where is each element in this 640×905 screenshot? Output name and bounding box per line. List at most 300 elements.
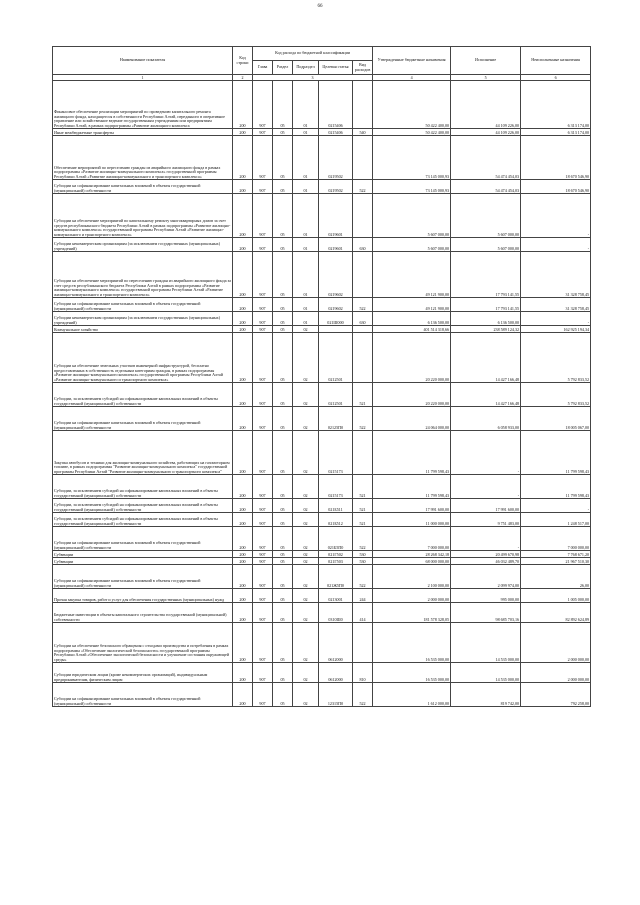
row-executed: 819 742,00: [451, 683, 521, 707]
row-razdel: 05: [273, 475, 293, 499]
row-podrazdel: 01: [293, 312, 319, 326]
row-glava: 907: [253, 194, 273, 238]
header-executed: Исполнение: [451, 47, 521, 75]
row-razdel: 05: [273, 383, 293, 407]
row-exp-type: 244: [353, 589, 373, 603]
row-unexecuted: 6 313 174,00: [521, 129, 591, 136]
row-exp-type: 530: [353, 558, 373, 565]
row-approved: 49 121 900,00: [373, 252, 451, 298]
row-target: 0219502: [319, 136, 353, 180]
row-executed: 44 109 226,00: [451, 81, 521, 129]
row-unexecuted: 31 328 758,45: [521, 298, 591, 312]
row-name: Субсидии на софинансирование капитальных вложений в объекты государственной (муниципальной) собственности: [53, 180, 233, 194]
row-name: Субсидии на обеспечение мероприятий по переселению граждан из аварийного жилищного фонда за счет средств республиканского бюджета Республики Алтай в рамках подпрограммы «Развитие жилищно-коммунального комплекса» государственной программы Республики Алтай «Развитие жилищно-коммунального и транспортного комплекса»: [53, 252, 233, 298]
row-target: 021Ш000: [319, 312, 353, 326]
row-executed: -: [451, 431, 521, 475]
row-name: Субсидии на софинансирование капитальных вложений в объекты государственной (муниципальной) собственности: [53, 298, 233, 312]
row-podrazdel: 02: [293, 558, 319, 565]
row-podrazdel: 01: [293, 136, 319, 180]
row-glava: 907: [253, 407, 273, 431]
row-name: Субсидии на софинансирование капитальных вложений в объекты государственной (муниципальной) собственности: [53, 527, 233, 551]
row-glava: 907: [253, 180, 273, 194]
row-target: 021Г503: [319, 558, 353, 565]
row-name: Субсидии, за исключением субсидий на софинансирование капитальных вложений в объекты государственной (муниципальной) собственности: [53, 499, 233, 513]
row-unexecuted: 26,00: [521, 565, 591, 589]
row-unexecuted: 7 768 671,20: [521, 551, 591, 558]
row-podrazdel: 02: [293, 383, 319, 407]
row-exp-type: 540: [353, 129, 373, 136]
row-podrazdel: 01: [293, 129, 319, 136]
row-line-code: 200: [233, 513, 253, 527]
row-line-code: 200: [233, 431, 253, 475]
row-approved: 50 422 400,00: [373, 129, 451, 136]
row-approved: 2 100 000,00: [373, 565, 451, 589]
row-name: Финансовое обеспечение реализации мероприятий по проведению капитального ремонта жилищного фонда, находящегося в собственности Республики Алтай, переданного в оперативное управление или хозяйственное ведение государственным учреждениям или предприятиям Республики Алтай, в рамках подпрограммы «Развитие жилищного комплекса: [53, 81, 233, 129]
row-approved: 49 121 900,00: [373, 298, 451, 312]
row-name: Субсидии на обеспечение безопасного обращения с отходами производства и потребления в рамках подпрограммы «Обеспечение экологической безопасности» государственной программы Республики Алтай «Обеспечение экологической безопасности и улучшение состояния окружающей среды»: [53, 623, 233, 663]
row-approved: 17 991 600,00: [373, 499, 451, 513]
row-target: 0612000: [319, 663, 353, 683]
row-executed: 14 427 166,48: [451, 383, 521, 407]
row-executed: 9 751 483,00: [451, 513, 521, 527]
table-row: [53, 589, 591, 603]
table-row: [53, 527, 591, 551]
row-approved: 16 535 000,00: [373, 663, 451, 683]
table-row: [53, 513, 591, 527]
row-target: 0219601: [319, 238, 353, 252]
row-exp-type: 521: [353, 499, 373, 513]
row-executed: 6 136 500,00: [451, 312, 521, 326]
header-target: Целевая статья: [319, 61, 353, 75]
row-name: Субсидии юридическим лицам (кроме некоммерческих организаций), индивидуальным предпринимателям, физическим лицам: [53, 663, 233, 683]
row-target: 021Б512: [319, 513, 353, 527]
row-razdel: 05: [273, 565, 293, 589]
row-glava: 907: [253, 431, 273, 475]
row-executed: 20 499 670,98: [451, 551, 521, 558]
row-target: 0310Ш0: [319, 603, 353, 623]
row-exp-type: [353, 431, 373, 475]
row-podrazdel: 02: [293, 663, 319, 683]
row-glava: 907: [253, 603, 273, 623]
row-unexecuted: 162 925 194,34: [521, 326, 591, 333]
row-target: 0219602: [319, 298, 353, 312]
row-exp-type: [353, 326, 373, 333]
row-unexecuted: 5 792 833,52: [521, 383, 591, 407]
row-exp-type: 522: [353, 683, 373, 707]
row-approved: 181 578 328,05: [373, 603, 451, 623]
row-razdel: 05: [273, 683, 293, 707]
row-glava: 907: [253, 136, 273, 180]
row-approved: 11 000 000,00: [373, 513, 451, 527]
row-executed: 2 099 974,00: [451, 565, 521, 589]
row-unexecuted: 7 000 000,00: [521, 527, 591, 551]
row-executed: 14 427 166,48: [451, 333, 521, 383]
row-approved: 2 000 000,00: [373, 589, 451, 603]
row-podrazdel: 01: [293, 81, 319, 129]
row-target: 0215406: [319, 129, 353, 136]
row-razdel: 05: [273, 603, 293, 623]
row-podrazdel: 02: [293, 565, 319, 589]
row-name: Прочая закупка товаров, работ и услуг для обеспечения государственных (муниципальных) нужд: [53, 589, 233, 603]
row-exp-type: 521: [353, 383, 373, 407]
row-target: 0612000: [319, 623, 353, 663]
row-exp-type: [353, 136, 373, 180]
row-glava: 907: [253, 551, 273, 558]
row-razdel: 05: [273, 527, 293, 551]
budget-table: [52, 46, 591, 707]
table-row: [53, 326, 591, 333]
table-row: [53, 499, 591, 513]
row-razdel: 05: [273, 312, 293, 326]
row-executed: 54 474 454,03: [451, 180, 521, 194]
row-executed: 6 058 933,00: [451, 407, 521, 431]
row-unexecuted: 1 005 000,00: [521, 589, 591, 603]
table-row: [53, 238, 591, 252]
row-razdel: 05: [273, 589, 293, 603]
header-budget-classification: Код расхода по бюджетной классификации: [253, 47, 373, 61]
row-line-code: 200: [233, 238, 253, 252]
table-row: [53, 683, 591, 707]
header-podrazdel: Подраздел: [293, 61, 319, 75]
header-name: Наименование показателя: [53, 47, 233, 75]
row-name: Обеспечение мероприятий по переселению граждан из аварийного жилищного фонда в рамках подпрограммы «Развитие жилищно-коммунального комплекса» государственной программы Республики Алтай «Развитие жилищно-коммунального и транспортного комплекса»: [53, 136, 233, 180]
row-glava: 907: [253, 663, 273, 683]
column-index: 3: [253, 75, 373, 81]
row-unexecuted: 21 967 510,30: [521, 558, 591, 565]
row-line-code: 200: [233, 326, 253, 333]
row-glava: 907: [253, 683, 273, 707]
row-razdel: 05: [273, 333, 293, 383]
row-razdel: 05: [273, 238, 293, 252]
row-unexecuted: 792 258,00: [521, 683, 591, 707]
row-podrazdel: 02: [293, 333, 319, 383]
row-target: 0219601: [319, 194, 353, 238]
row-exp-type: [353, 252, 373, 298]
row-approved: 6 136 500,00: [373, 312, 451, 326]
row-name: Субсидии на софинансирование капитальных вложений в объекты государственной (муниципальной) собственности: [53, 683, 233, 707]
row-approved: 11 799 598,43: [373, 475, 451, 499]
row-razdel: 05: [273, 136, 293, 180]
row-executed: 14 535 000,00: [451, 663, 521, 683]
row-podrazdel: 01: [293, 194, 319, 238]
row-line-code: 200: [233, 551, 253, 558]
header-line-code: Код строки: [233, 47, 253, 75]
row-name: Субвенции: [53, 551, 233, 558]
row-razdel: 05: [273, 298, 293, 312]
row-target: 0215406: [319, 81, 353, 129]
row-unexecuted: 5 792 833,52: [521, 333, 591, 383]
row-line-code: 200: [233, 565, 253, 589]
row-exp-type: [353, 194, 373, 238]
row-razdel: 05: [273, 499, 293, 513]
row-name: Субсидии на софинансирование капитальных вложений в объекты государственной (муниципальной) собственности: [53, 565, 233, 589]
row-target: 0212501: [319, 383, 353, 407]
row-approved: 11 799 598,43: [373, 431, 451, 475]
row-target: 0215173: [319, 475, 353, 499]
row-name: Субсидии некоммерческим организациям (за исключением государственных (муниципальных) учреждений): [53, 238, 233, 252]
row-glava: 907: [253, 589, 273, 603]
row-approved: 1 612 000,00: [373, 683, 451, 707]
row-exp-type: [353, 81, 373, 129]
row-name: Закупка автобусов и техники для жилищно-коммунального хозяйства, работающих на газомоторном топливе, в рамках подпрограммы "Развитие жилищно-коммунального комплекса" государственной программы Республики Алтай "Развитие жилищно-коммунального и транспортного комплекса": [53, 431, 233, 475]
row-executed: -: [451, 527, 521, 551]
row-line-code: 200: [233, 129, 253, 136]
row-razdel: 05: [273, 551, 293, 558]
row-name: Субсидии на обеспечение мероприятий по капитальному ремонту многоквартирных домов за счет средств республиканского бюджета Республики Алтай в рамках подпрограммы «Развитие жилищно-коммунального комплекса» государственной программы Республики Алтай «Развитие жилищно-коммунального и транспортного комплекса»: [53, 194, 233, 238]
table-row: [53, 81, 591, 129]
row-line-code: 200: [233, 683, 253, 707]
row-unexecuted: -: [521, 499, 591, 513]
table-row: [53, 623, 591, 663]
row-glava: 907: [253, 565, 273, 589]
row-line-code: 200: [233, 298, 253, 312]
row-glava: 907: [253, 623, 273, 663]
row-razdel: 05: [273, 180, 293, 194]
row-exp-type: [353, 623, 373, 663]
row-executed: 14 535 000,00: [451, 623, 521, 663]
row-unexecuted: 18 670 546,90: [521, 136, 591, 180]
row-line-code: 200: [233, 499, 253, 513]
row-approved: 20 220 000,00: [373, 383, 451, 407]
row-unexecuted: -: [521, 312, 591, 326]
row-approved: 16 535 000,00: [373, 623, 451, 663]
table-row: [53, 252, 591, 298]
column-index: 2: [233, 75, 253, 81]
row-glava: 907: [253, 81, 273, 129]
row-podrazdel: 02: [293, 589, 319, 603]
row-unexecuted: 18 670 546,90: [521, 180, 591, 194]
row-unexecuted: -: [521, 194, 591, 238]
header-exp-type: Вид расходов: [353, 61, 373, 75]
row-razdel: 05: [273, 194, 293, 238]
row-podrazdel: 01: [293, 180, 319, 194]
column-index: 1: [53, 75, 233, 81]
row-name: Коммунальное хозяйство: [53, 326, 233, 333]
row-target: 0212501: [319, 333, 353, 383]
header-razdel: Раздел: [273, 61, 293, 75]
table-row: [53, 312, 591, 326]
row-line-code: 200: [233, 407, 253, 431]
row-razdel: 05: [273, 623, 293, 663]
row-podrazdel: 02: [293, 683, 319, 707]
row-line-code: 200: [233, 312, 253, 326]
row-target: 021Б5П0: [319, 527, 353, 551]
table-row: [53, 565, 591, 589]
page-number: 66: [317, 4, 323, 9]
row-executed: 5 607 000,00: [451, 194, 521, 238]
row-glava: 907: [253, 298, 273, 312]
row-podrazdel: 02: [293, 407, 319, 431]
row-exp-type: 522: [353, 298, 373, 312]
row-exp-type: 630: [353, 238, 373, 252]
row-executed: 17 793 141,55: [451, 252, 521, 298]
table-row: [53, 475, 591, 499]
row-exp-type: 522: [353, 407, 373, 431]
row-unexecuted: 82 892 624,89: [521, 603, 591, 623]
row-approved: 73 145 000,93: [373, 180, 451, 194]
row-unexecuted: -: [521, 238, 591, 252]
row-executed: -: [451, 475, 521, 499]
column-index: 4: [373, 75, 451, 81]
row-glava: 907: [253, 333, 273, 383]
row-glava: 907: [253, 499, 273, 513]
row-target: 12315П0: [319, 683, 353, 707]
row-line-code: 200: [233, 623, 253, 663]
row-unexecuted: 2 000 000,00: [521, 663, 591, 683]
row-approved: 73 145 000,93: [373, 136, 451, 180]
row-approved: 68 000 000,00: [373, 558, 451, 565]
row-executed: 995 000,00: [451, 589, 521, 603]
row-glava: 907: [253, 238, 273, 252]
row-podrazdel: 01: [293, 252, 319, 298]
row-line-code: 200: [233, 136, 253, 180]
row-line-code: 200: [233, 383, 253, 407]
row-name: Субсидии, за исключением субсидий на софинансирование капитальных вложений в объекты государственной (муниципальной) собственности: [53, 475, 233, 499]
row-podrazdel: 01: [293, 238, 319, 252]
row-executed: 17 991 600,00: [451, 499, 521, 513]
row-razdel: 05: [273, 513, 293, 527]
table-row: [53, 180, 591, 194]
row-podrazdel: 02: [293, 551, 319, 558]
table-row: [53, 194, 591, 238]
row-target: 021Г502: [319, 551, 353, 558]
row-exp-type: 521: [353, 475, 373, 499]
row-razdel: 05: [273, 407, 293, 431]
row-line-code: 200: [233, 475, 253, 499]
row-target: 0219602: [319, 252, 353, 298]
row-exp-type: 521: [353, 513, 373, 527]
column-index: 5: [451, 75, 521, 81]
row-name: Субвенции: [53, 558, 233, 565]
row-name: Субсидии, за исключением субсидий на софинансирование капитальных вложений в объекты государственной (муниципальной) собственности: [53, 383, 233, 407]
table-row: [53, 663, 591, 683]
row-podrazdel: 02: [293, 623, 319, 663]
row-glava: 907: [253, 326, 273, 333]
row-exp-type: 522: [353, 565, 373, 589]
row-razdel: 05: [273, 558, 293, 565]
row-target: 0213001: [319, 589, 353, 603]
row-unexecuted: 6 313 174,00: [521, 81, 591, 129]
row-approved: 24 064 000,00: [373, 407, 451, 431]
row-glava: 907: [253, 527, 273, 551]
row-approved: 5 607 000,00: [373, 238, 451, 252]
table-row: [53, 136, 591, 180]
row-podrazdel: 02: [293, 527, 319, 551]
row-target: 021Ж5П0: [319, 565, 353, 589]
row-target: 021Б511: [319, 499, 353, 513]
row-executed: 238 589 124,32: [451, 326, 521, 333]
row-exp-type: [353, 333, 373, 383]
row-podrazdel: 02: [293, 603, 319, 623]
row-exp-type: 630: [353, 312, 373, 326]
row-unexecuted: 11 799 598,43: [521, 431, 591, 475]
row-approved: 28 268 342,18: [373, 551, 451, 558]
row-podrazdel: 02: [293, 475, 319, 499]
row-razdel: 05: [273, 252, 293, 298]
row-razdel: 05: [273, 431, 293, 475]
row-executed: 46 032 489,70: [451, 558, 521, 565]
row-name: Субсидии на софинансирование капитальных вложений в объекты государственной (муниципальной) собственности: [53, 407, 233, 431]
row-exp-type: 530: [353, 551, 373, 558]
row-line-code: 200: [233, 333, 253, 383]
row-target: 0215173: [319, 431, 353, 475]
row-target: 0219502: [319, 180, 353, 194]
row-glava: 907: [253, 475, 273, 499]
row-approved: 7 000 000,00: [373, 527, 451, 551]
row-line-code: 200: [233, 252, 253, 298]
row-executed: 44 109 226,00: [451, 129, 521, 136]
header-unexecuted: Неисполненные назначения: [521, 47, 591, 75]
row-line-code: 200: [233, 194, 253, 238]
row-target: 02125П0: [319, 407, 353, 431]
row-approved: 50 422 400,00: [373, 81, 451, 129]
row-podrazdel: 02: [293, 513, 319, 527]
row-name: Бюджетные инвестиции в объекты капитального строительства государственной (муниципальной) собственности: [53, 603, 233, 623]
row-unexecuted: 2 000 000,00: [521, 623, 591, 663]
row-executed: 17 793 141,55: [451, 298, 521, 312]
row-line-code: 200: [233, 558, 253, 565]
row-glava: 907: [253, 383, 273, 407]
row-razdel: 05: [273, 129, 293, 136]
row-name: Иные межбюджетные трансферты: [53, 129, 233, 136]
table-row: [53, 551, 591, 558]
row-approved: 20 220 000,00: [373, 333, 451, 383]
row-target: [319, 326, 353, 333]
row-glava: 907: [253, 513, 273, 527]
row-glava: 907: [253, 312, 273, 326]
row-name: Субсидии, за исключением субсидий на софинансирование капитальных вложений в объекты государственной (муниципальной) собственности: [53, 513, 233, 527]
row-podrazdel: 02: [293, 431, 319, 475]
table-row: [53, 431, 591, 475]
row-executed: 98 685 703,16: [451, 603, 521, 623]
row-approved: 5 607 000,00: [373, 194, 451, 238]
row-exp-type: 522: [353, 180, 373, 194]
row-unexecuted: 31 328 758,45: [521, 252, 591, 298]
row-unexecuted: 1 248 517,00: [521, 513, 591, 527]
row-executed: 5 607 000,00: [451, 238, 521, 252]
row-name: Субсидии некоммерческим организациям (за исключением государственных (муниципальных) учреждений): [53, 312, 233, 326]
row-exp-type: 414: [353, 603, 373, 623]
table-row: [53, 333, 591, 383]
row-razdel: 05: [273, 81, 293, 129]
row-glava: 907: [253, 558, 273, 565]
header-approved: Утвержденные бюджетные назначения: [373, 47, 451, 75]
row-razdel: 05: [273, 663, 293, 683]
row-line-code: 200: [233, 663, 253, 683]
row-approved: 401 514 318,66: [373, 326, 451, 333]
row-unexecuted: 18 005 067,00: [521, 407, 591, 431]
row-line-code: 200: [233, 81, 253, 129]
table-row: [53, 558, 591, 565]
row-line-code: 200: [233, 527, 253, 551]
row-glava: 907: [253, 129, 273, 136]
row-exp-type: 810: [353, 663, 373, 683]
table-row: [53, 603, 591, 623]
row-glava: 907: [253, 252, 273, 298]
column-index: 6: [521, 75, 591, 81]
row-razdel: 05: [273, 326, 293, 333]
table-row: [53, 383, 591, 407]
row-line-code: 200: [233, 603, 253, 623]
table-row: [53, 129, 591, 136]
row-line-code: 200: [233, 180, 253, 194]
row-unexecuted: 11 799 598,43: [521, 475, 591, 499]
header-glava: Глава: [253, 61, 273, 75]
row-executed: 54 474 454,03: [451, 136, 521, 180]
table-row: [53, 407, 591, 431]
row-name: Субсидии на обеспечение земельных участков инженерной инфраструктурой, бесплатно предоставленных в собственность отдельным категориям граждан, в рамках подпрограммы «Развитие жилищно-коммунального комплекса» государственной программы Республики Алтай «Развитие жилищно-коммунального и транспортного комплекса»: [53, 333, 233, 383]
row-podrazdel: 01: [293, 298, 319, 312]
